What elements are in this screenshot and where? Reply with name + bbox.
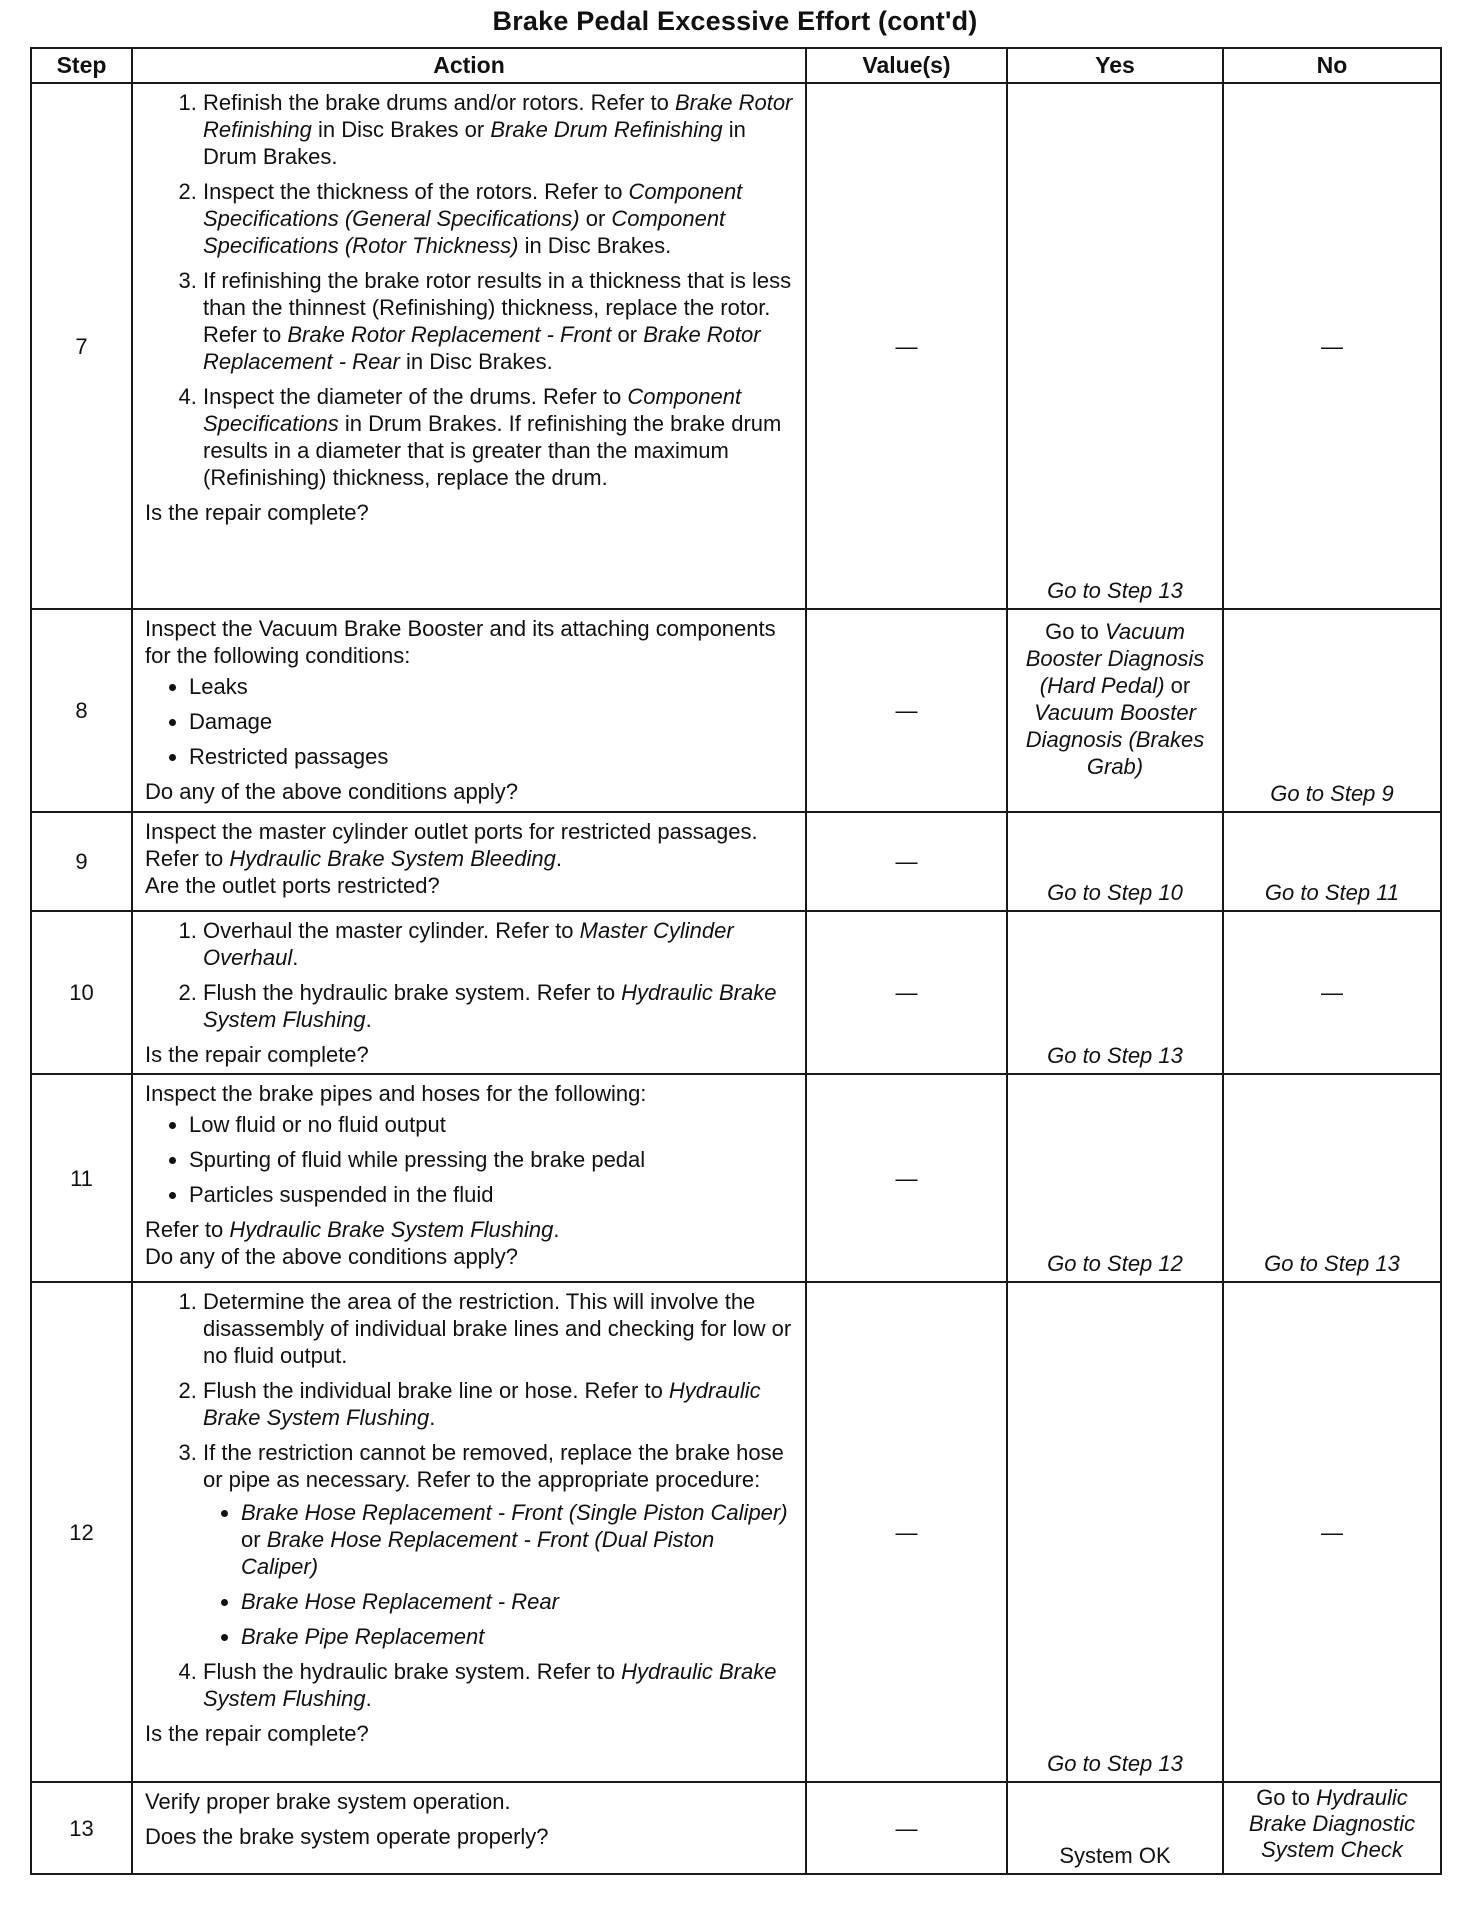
sublist-item: • Brake Hose Replacement - Front (Single Piston Caliper) or Brake Hose Replacement - Front (Dual Piston Caliper) <box>241 1499 795 1580</box>
list-item: • Particles suspended in the fluid <box>189 1181 795 1208</box>
intro-text: Inspect the brake pipes and hoses for the following: <box>145 1081 647 1106</box>
no-cell: Go to Step 11 <box>1223 812 1441 911</box>
list-item: 4. Inspect the diameter of the drums. Refer to Component Specifications in Drum Brakes. If refinishing the brake drum results in a diameter that is greater than the maximum (Refinishing) thickness, replace the drum. <box>203 383 795 491</box>
list-item: • Damage <box>189 708 795 735</box>
value-cell: — <box>806 1782 1007 1874</box>
question-text: Is the repair complete? <box>145 1042 369 1067</box>
question-text: Does the brake system operate properly? <box>145 1824 549 1849</box>
step-number: 10 <box>31 911 132 1074</box>
no-cell: Go to Step 9 <box>1223 609 1441 812</box>
yes-cell: System OK <box>1007 1782 1223 1874</box>
action-cell <box>132 1282 806 1782</box>
action-cell <box>132 1074 806 1282</box>
condition-list <box>145 1111 795 1208</box>
step-number: 7 <box>31 83 132 609</box>
value-cell: — <box>806 609 1007 812</box>
list-item: • Leaks <box>189 673 795 700</box>
list-item: 4. Flush the hydraulic brake system. Refer to Hydraulic Brake System Flushing. <box>203 1658 795 1712</box>
no-cell: — <box>1223 911 1441 1074</box>
yes-cell: Go to Step 12 <box>1007 1074 1223 1282</box>
refer-text: Refer to Hydraulic Brake System Flushing. <box>145 1217 560 1242</box>
step-number: 12 <box>31 1282 132 1782</box>
action-cell <box>132 911 806 1074</box>
table-row-step-9 <box>31 812 1441 911</box>
no-cell: Go to Step 13 <box>1223 1074 1441 1282</box>
list-item: • Restricted passages <box>189 743 795 770</box>
list-item: 1. Determine the area of the restriction. This will involve the disassembly of individual brake lines and checking for low or no fluid output. <box>203 1288 795 1369</box>
question-text: Do any of the above conditions apply? <box>145 779 519 804</box>
table-row-step-8 <box>31 609 1441 812</box>
action-cell <box>132 609 806 812</box>
question-text: Is the repair complete? <box>145 1721 369 1746</box>
step-number: 13 <box>31 1782 132 1874</box>
list-item: • Low fluid or no fluid output <box>189 1111 795 1138</box>
step-number: 9 <box>31 812 132 911</box>
diagnostic-table <box>30 47 1442 1875</box>
question-text: Are the outlet ports restricted? <box>145 873 440 898</box>
list-item: 2. Flush the hydraulic brake system. Refer to Hydraulic Brake System Flushing. <box>203 979 795 1033</box>
action-cell <box>132 812 806 911</box>
no-cell: Go to Hydraulic Brake Diagnostic System Check <box>1223 1782 1441 1874</box>
table-row-step-11 <box>31 1074 1441 1282</box>
list-item: 2. Inspect the thickness of the rotors. Refer to Component Specifications (General Specifications) or Component Specifications (Rotor Thickness) in Disc Brakes. <box>203 178 795 259</box>
list-item: 1. Overhaul the master cylinder. Refer to Master Cylinder Overhaul. <box>203 917 795 971</box>
intro-text: Inspect the master cylinder outlet ports for restricted passages. Refer to Hydraulic Brake System Bleeding. <box>145 819 758 871</box>
procedure-list <box>145 1288 795 1712</box>
procedure-sublist <box>203 1499 795 1650</box>
list-item: 3. If refinishing the brake rotor results in a thickness that is less than the thinnest (Refinishing) thickness, replace the rotor. Refer to Brake Rotor Replacement - Front or Brake Rotor Replacement - Rear in Disc Brakes. <box>203 267 795 375</box>
header-yes: Yes <box>1007 48 1223 83</box>
no-cell: — <box>1223 1282 1441 1782</box>
intro-text: Inspect the Vacuum Brake Booster and its attaching components for the following conditions: <box>145 616 776 668</box>
action-cell <box>132 83 806 609</box>
page-title: Brake Pedal Excessive Effort (cont'd) <box>492 6 978 36</box>
header-values: Value(s) <box>806 48 1007 83</box>
list-item: 1. Refinish the brake drums and/or rotors. Refer to Brake Rotor Refinishing in Disc Brakes or Brake Drum Refinishing in Drum Brakes. <box>203 89 795 170</box>
no-cell: — <box>1223 83 1441 609</box>
yes-cell: Go to Vacuum Booster Diagnosis (Hard Pedal) or Vacuum Booster Diagnosis (Brakes Grab) <box>1007 609 1223 812</box>
sublist-item: • Brake Pipe Replacement <box>241 1623 795 1650</box>
list-item: 3. If the restriction cannot be removed, replace the brake hose or pipe as necessary. Refer to the appropriate procedure: • Brake Hose Replacement - Front (Single Piston Caliper) or Brake Hose Replacement - Front (Dual Piston Caliper) • Brake Hose Replacement - Rear • Brake Pipe Replacement <box>203 1439 795 1650</box>
value-cell: — <box>806 1074 1007 1282</box>
header-action: Action <box>132 48 806 83</box>
yes-cell: Go to Step 13 <box>1007 911 1223 1074</box>
table-row-step-7 <box>31 83 1441 609</box>
table-row-step-10 <box>31 911 1441 1074</box>
value-cell: — <box>806 812 1007 911</box>
action-cell <box>132 1782 806 1874</box>
header-step: Step <box>31 48 132 83</box>
sublist-item: • Brake Hose Replacement - Rear <box>241 1588 795 1615</box>
header-row <box>31 48 1441 83</box>
question-text: Do any of the above conditions apply? <box>145 1244 519 1269</box>
list-item: 2. Flush the individual brake line or hose. Refer to Hydraulic Brake System Flushing. <box>203 1377 795 1431</box>
step-number: 11 <box>31 1074 132 1282</box>
condition-list <box>145 673 795 770</box>
table-row-step-12 <box>31 1282 1441 1782</box>
yes-cell: Go to Step 10 <box>1007 812 1223 911</box>
table-row-step-13 <box>31 1782 1441 1874</box>
procedure-list <box>145 917 795 1033</box>
value-cell: — <box>806 83 1007 609</box>
value-cell: — <box>806 911 1007 1074</box>
yes-cell: Go to Step 13 <box>1007 83 1223 609</box>
list-item: • Spurting of fluid while pressing the brake pedal <box>189 1146 795 1173</box>
step-number: 8 <box>31 609 132 812</box>
intro-text: Verify proper brake system operation. <box>145 1789 511 1814</box>
header-no: No <box>1223 48 1441 83</box>
question-text: Is the repair complete? <box>145 500 369 525</box>
value-cell: — <box>806 1282 1007 1782</box>
yes-cell: Go to Step 13 <box>1007 1282 1223 1782</box>
procedure-list <box>145 89 795 491</box>
